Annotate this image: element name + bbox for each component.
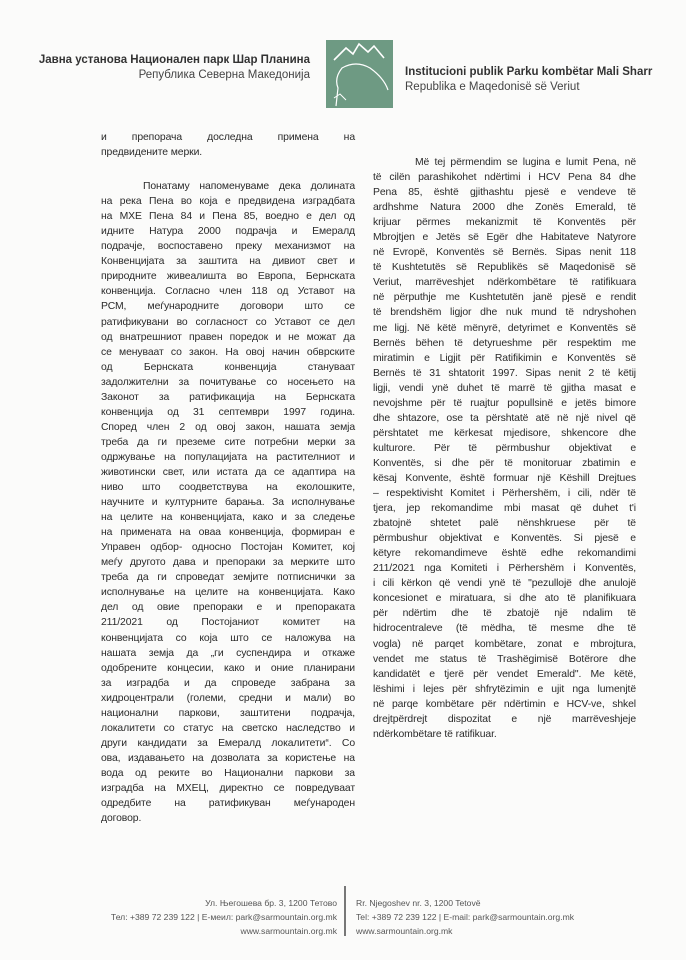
header-mk-title: Јавна установа Национален парк Шар Планина bbox=[38, 54, 310, 66]
text-line: Pena 85, është gjithashtu pjesë e vendeve të bbox=[373, 187, 636, 199]
text-line: научните и културните барања. За исполнување bbox=[101, 497, 355, 509]
left-column-mk bbox=[101, 130, 355, 845]
text-line: ниво што соодветствува на еколошките, bbox=[101, 482, 355, 494]
text-line: vogla) në parqet kombëtare, zonat e mbrojtura, bbox=[373, 638, 636, 650]
text-line: конвенција. Согласно член 118 од Уставот на bbox=[101, 286, 355, 298]
footer-sq bbox=[356, 896, 574, 938]
text-line: përmbushur objektivat e Konventës. Si pjesë e bbox=[373, 533, 636, 545]
text-line: Конвенцијата за заштита на дивиот свет и bbox=[101, 256, 355, 268]
text-line: од Бернската конвенција стануваат bbox=[101, 361, 355, 373]
text-line: ndërkombëtare të ratifikuar. bbox=[373, 728, 497, 740]
footer-sq-address: Rr. Njegoshev nr. 3, 1200 Tetovë bbox=[356, 898, 481, 908]
text-line: kandidatët e tjerë për vendet Emerald". Me këtë, bbox=[373, 668, 636, 680]
text-line: Bernës bëhen të detyrueshme për respektim me bbox=[373, 337, 636, 349]
text-line: në parqe kombëtare për ndërtimin e HCV-ve, shkel bbox=[373, 698, 636, 710]
text-line: природните живеалишта во Европа, Бернската bbox=[101, 271, 355, 283]
text-line: ратификувани во согласност со Уставот се дел bbox=[101, 316, 355, 328]
text-line: për ndërtim dhe të zbatojë një ndalim të bbox=[373, 608, 636, 620]
text-line: vendet me status të Trashëgimisë Botërore dhe bbox=[373, 653, 636, 665]
text-line: треба да ги преземе сите потребни мерки за bbox=[101, 436, 355, 448]
text-line: на примената на оваа конвенција, формиран е bbox=[101, 527, 355, 539]
text-line: Mbrojtjen e Jetës së Egër dhe Habitateve Natyrore bbox=[373, 232, 636, 244]
text-line: Më tej përmendim se lugina e lumit Pena, në bbox=[415, 157, 636, 168]
text-line: në Evropë, Konventës së Bernës. Sipas nenit 118 bbox=[373, 247, 636, 259]
text-line: kësaj Konvente, është formuar një Këshill Drejtues bbox=[373, 472, 636, 484]
text-line: нашата земја да „ги суспендира и откаже bbox=[101, 647, 355, 659]
text-line: подрачје, воспоставено преку механизмот на bbox=[101, 241, 355, 253]
text-line: në përputhje me Kushtetutën janë pjesë e rendit bbox=[373, 292, 636, 304]
text-line: dhe shtazore, ose ta përshtatë atë në një nivel që bbox=[373, 412, 636, 424]
footer-sq-web: www.sarmountain.org.mk bbox=[356, 926, 453, 936]
text-line: i cili kërkon që vendi ynë të "pezullojë dhe anulojë bbox=[373, 578, 636, 590]
footer-sq-contact: Tel: +389 72 239 122 | E-mail: park@sarmountain.org.mk bbox=[356, 912, 575, 922]
footer-mk bbox=[111, 896, 337, 938]
text-line: lëshimi i lejes për shfrytëzimin e ujit nga lumenjtë bbox=[373, 683, 636, 695]
text-line: këtyre rekomandimeve është edhe rekomandimi bbox=[373, 548, 636, 560]
text-line: други кандидати за Емералд локалитети“. Со bbox=[101, 737, 355, 749]
header-mk bbox=[39, 54, 310, 81]
text-line: РСМ, меѓународните договори што се bbox=[101, 301, 355, 313]
text-line: треба да ги спроведат земјите потписнички за bbox=[101, 572, 355, 584]
text-line: животински свет, или истата да се адаптира на bbox=[101, 466, 355, 478]
text-line: од внатрешниот правен поредок и не можат да bbox=[101, 331, 355, 343]
text-line: на целите на конвенцијата, како и за следење bbox=[101, 512, 355, 524]
text-line: Konventës, si dhe për të monitoruar zbatimin e bbox=[373, 457, 636, 469]
paragraph bbox=[101, 179, 355, 826]
text-line: идните Натура 2000 подрачја и Емералд bbox=[101, 226, 355, 238]
text-line: ова, издавањето на дозволата за користење на bbox=[101, 752, 355, 764]
text-line: за изградба и да спроведе забрана за bbox=[101, 677, 355, 689]
text-line: koncesionet e miratuara, si dhe ato të planifikuara bbox=[373, 593, 636, 605]
mountain-logo-icon bbox=[326, 40, 393, 108]
text-line: одржување на популацијата на растителниот и bbox=[101, 451, 355, 463]
text-line: – respektivisht Komitet i Përhershëm, i cili, ndër të bbox=[373, 488, 636, 500]
header-sq bbox=[405, 66, 652, 93]
text-line: zbatojnë shtetet palë nënshkruese për të bbox=[373, 518, 636, 530]
text-line: hidrocentraleve (të mëdha, të mesme dhe të bbox=[373, 623, 636, 635]
text-line: национални паркови, заштитени подрачја, bbox=[101, 707, 355, 719]
text-line: на река Пена во која е предвидена изградбата bbox=[101, 196, 355, 208]
text-line: nevojshme për të ruajtur popullsinë e jetës bimore bbox=[373, 397, 636, 409]
text-line: одобрените концесии, како и оние планирани bbox=[101, 662, 355, 674]
header-sq-subtitle: Republika e Maqedonisë së Veriut bbox=[405, 81, 580, 93]
text-line: 211/2021 nga Komiteti i Përhershëm i Konventës, bbox=[373, 563, 636, 575]
text-line: меѓу другото дава и препораки за мерките што bbox=[101, 557, 355, 569]
text-line: вода од реките во Национални паркови за bbox=[101, 767, 355, 779]
header-sq-title: Institucioni publik Parku kombëtar Mali Sharr bbox=[405, 66, 653, 78]
text-line: ligji, vendi ynë duhet të marrë të gjitha masat e bbox=[373, 382, 636, 394]
text-line: на МХЕ Пена 84 и Пена 85, воедно е дел од bbox=[101, 211, 355, 223]
text-line: me ligj. Në këtë mënyrë, detyrimet e Konventës së bbox=[373, 322, 636, 334]
text-line: Bernës të 31 shtatorit 1997. Sipas nenit 2 të këtij bbox=[373, 367, 636, 379]
text-line: Понатаму напоменуваме дека долината bbox=[143, 181, 355, 193]
text-line: задолжителни за почитување со носењето на bbox=[101, 376, 355, 388]
text-line: дел од овие препораки е и препораката bbox=[101, 602, 355, 614]
text-line: ardhshme Natura 2000 dhe Zonës Emerald, të bbox=[373, 202, 636, 214]
text-line: drejtpërdrejt dispozitat e një marrëveshjeje bbox=[373, 713, 636, 725]
text-line: предвидените мерки. bbox=[101, 147, 203, 159]
text-line: се менуваат со закон. На овој начин обврските bbox=[101, 346, 355, 358]
text-line: локалитети со статус на светско наследство и bbox=[101, 722, 355, 734]
footer-mk-web: www.sarmountain.org.mk bbox=[240, 926, 337, 936]
text-line: исполнување на целите на конвенцијата. Како bbox=[101, 587, 355, 599]
text-line: të cilën parashikohet ndërtimi i HCV Pena 84 dhe bbox=[373, 172, 636, 184]
text-line: miratimin e Ligjit për Ratifikimin e Konventës së bbox=[373, 352, 636, 364]
text-line: përshtatet me kërkesat mjedisore, shkencore dhe bbox=[373, 427, 636, 439]
text-line: одредбите на ратификуван меѓународен bbox=[101, 798, 355, 810]
text-line: Управен одбор- односно Постојан Комитет, кој bbox=[101, 542, 355, 554]
text-line: tjera, jep rekomandime mbi masat që duhet t'i bbox=[373, 503, 636, 515]
text-line: Според член 2 од овој закон, нашата земја bbox=[101, 421, 355, 433]
text-line: kulturore. Për të përmbushur objektivat e bbox=[373, 442, 636, 454]
text-line: të Kushtetutës së Republikës së Maqedonisë së bbox=[373, 262, 636, 274]
text-line: изградба на МХЕЦ, директно се повредуваат bbox=[101, 782, 355, 794]
text-line: krijuar përmes mekanizmit të Konventës për bbox=[373, 217, 636, 229]
paragraph bbox=[101, 130, 355, 160]
text-line: и препорача доследна примена на bbox=[101, 132, 355, 143]
paragraph bbox=[373, 155, 636, 742]
text-line: 211/2021 од Постојаниот комитет на bbox=[101, 617, 355, 629]
text-line: конвенцијата со која што се наложува на bbox=[101, 632, 355, 644]
right-column-sq bbox=[373, 155, 636, 761]
footer-mk-address: Ул. Његошева бр. 3, 1200 Тетово bbox=[205, 898, 337, 908]
text-line: хидроцентрали (големи, средни и мали) во bbox=[101, 692, 355, 704]
footer-mk-contact: Тел: +389 72 239 122 | Е-меил: park@sarmountain.org.mk bbox=[110, 912, 337, 922]
text-line: Законот за ратификација на Бернската bbox=[101, 391, 355, 403]
text-line: Veriut, marrëveshjet ndërkombëtare të ratifikuara bbox=[373, 277, 636, 289]
text-line: договор. bbox=[101, 813, 142, 825]
footer-divider bbox=[344, 886, 346, 936]
text-line: të brendshëm ligjor dhe nuk mund të ndryshohen bbox=[373, 307, 636, 319]
text-line: конвенција од 31 септември 1997 година. bbox=[101, 406, 355, 418]
header-mk-subtitle: Република Северна Македонија bbox=[138, 69, 310, 81]
